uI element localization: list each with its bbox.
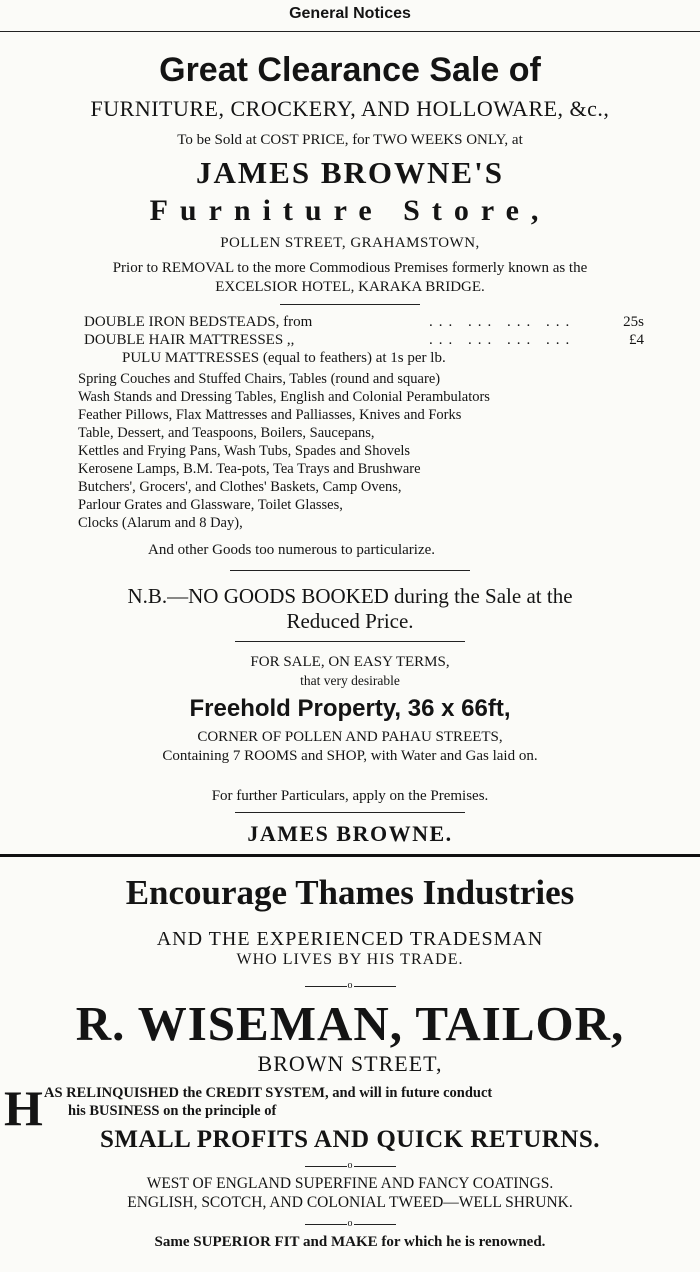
- industries-headline: Encourage Thames Industries: [125, 873, 575, 912]
- header-rule: [0, 31, 700, 32]
- goods-item: Parlour Grates and Glassware, Toilet Glasses,: [78, 497, 343, 513]
- divider-rule: [235, 641, 465, 642]
- price-row: [84, 314, 644, 331]
- drop-cap: H: [4, 1080, 43, 1136]
- price-value: 25s: [623, 314, 644, 330]
- coatings-line: WEST OF ENGLAND SUPERFINE AND FANCY COATINGS.: [146, 1175, 554, 1192]
- rule-ornament: o: [347, 1160, 353, 1171]
- price-item-label: DOUBLE IRON BEDSTEADS, from: [84, 314, 313, 330]
- tweed-line: ENGLISH, SCOTCH, AND COLONIAL TWEED—WELL SHRUNK.: [127, 1194, 573, 1211]
- goods-item: Kerosene Lamps, B.M. Tea-pots, Tea Trays and Brushware: [78, 461, 421, 477]
- advertisement-separator: [0, 854, 700, 857]
- lives-by-trade-line: WHO LIVES BY HIS TRADE.: [236, 951, 464, 968]
- tailor-street: BROWN STREET,: [257, 1051, 443, 1076]
- nb-notice-line-1: N.B.—NO GOODS BOOKED during the Sale at the: [127, 584, 573, 608]
- sale-terms: To be Sold at COST PRICE, for TWO WEEKS ONLY, at: [177, 132, 523, 148]
- removal-line-1: Prior to REMOVAL to the more Commodious Premises formerly known as the: [112, 260, 588, 276]
- goods-item: Feather Pillows, Flax Mattresses and Palliasses, Knives and Forks: [78, 407, 462, 423]
- leader-dots: ... ... ... ...: [429, 314, 576, 330]
- divider-rule: [280, 304, 420, 305]
- desirable: that very desirable: [300, 673, 400, 688]
- renowned-fit-line: Same SUPERIOR FIT and MAKE for which he is renowned.: [154, 1234, 546, 1250]
- nb-notice-line-2: Reduced Price.: [286, 609, 414, 633]
- divider-rule: [235, 812, 465, 813]
- further-particulars: For further Particulars, apply on the Premises.: [211, 788, 489, 804]
- price-row: [84, 332, 644, 349]
- sale-headline: Great Clearance Sale of: [159, 51, 541, 89]
- tailor-name: R. WISEMAN, TAILOR,: [75, 996, 625, 1051]
- business-principle-line: his BUSINESS on the principle of: [68, 1103, 277, 1119]
- ornamental-rule: [0, 980, 700, 992]
- freehold-property: Freehold Property, 36 x 66ft,: [189, 695, 511, 722]
- advertiser-signature: JAMES BROWNE.: [247, 821, 453, 846]
- leader-dots: ... ... ... ...: [429, 332, 576, 348]
- ornamental-rule: [0, 1160, 700, 1172]
- price-value: £4: [629, 332, 644, 348]
- other-goods: And other Goods too numerous to particularize.: [148, 542, 436, 558]
- removal-line-2: EXCELSIOR HOTEL, KARAKA BRIDGE.: [215, 279, 485, 295]
- tradesman-line: AND THE EXPERIENCED TRADESMAN: [156, 928, 544, 950]
- store-type: Furniture Store,: [149, 194, 551, 227]
- goods-item: Wash Stands and Dressing Tables, English and Colonial Perambulators: [78, 389, 490, 405]
- rule-ornament: o: [347, 1218, 353, 1229]
- store-name: JAMES BROWNE'S: [196, 155, 504, 190]
- divider-rule: [230, 570, 470, 571]
- store-address: POLLEN STREET, GRAHAMSTOWN,: [220, 235, 480, 251]
- goods-item: Table, Dessert, and Teaspoons, Boilers, Saucepans,: [78, 425, 375, 441]
- sale-subhead: FURNITURE, CROCKERY, AND HOLLOWARE, &c.,: [90, 96, 610, 121]
- pulu-line: PULU MATTRESSES (equal to feathers) at 1s per lb.: [122, 350, 446, 366]
- section-title: General Notices: [289, 5, 411, 22]
- price-item-label: DOUBLE HAIR MATTRESSES ,,: [84, 332, 295, 348]
- goods-item: Spring Couches and Stuffed Chairs, Tables (round and square): [78, 371, 441, 387]
- for-sale: FOR SALE, ON EASY TERMS,: [250, 654, 450, 670]
- ornamental-rule: [0, 1218, 700, 1230]
- credit-system-line: AS RELINQUISHED the CREDIT SYSTEM, and will in future conduct: [44, 1085, 493, 1101]
- rule-ornament: o: [347, 980, 353, 991]
- goods-item: Clocks (Alarum and 8 Day),: [78, 515, 243, 531]
- goods-item: Kettles and Frying Pans, Wash Tubs, Spades and Shovels: [78, 443, 411, 459]
- goods-item: Butchers', Grocers', and Clothes' Baskets, Camp Ovens,: [78, 479, 402, 495]
- rooms-shop: Containing 7 ROOMS and SHOP, with Water and Gas laid on.: [162, 748, 538, 764]
- profits-motto: SMALL PROFITS AND QUICK RETURNS.: [99, 1126, 601, 1153]
- corner-streets: CORNER OF POLLEN AND PAHAU STREETS,: [197, 729, 503, 745]
